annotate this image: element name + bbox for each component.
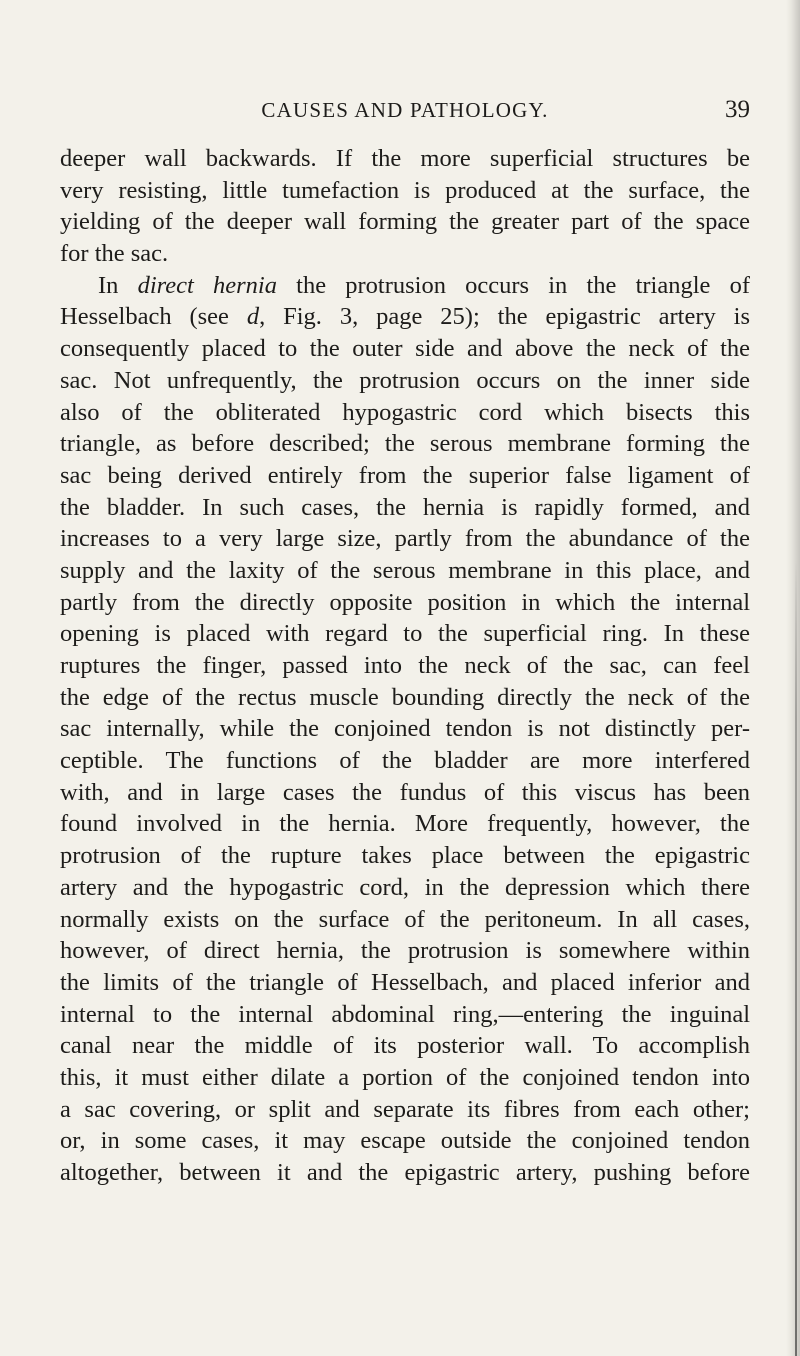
text-line: protrusion of the rupture takes place between the epigastric [60, 842, 750, 870]
text-line: consequently placed to the outer side and above the neck of the [60, 335, 750, 363]
text-line: ceptible. The functions of the bladder are more interfered [60, 747, 750, 775]
page-binding-edge [795, 560, 797, 1356]
running-head [60, 92, 750, 128]
text-line: supply and the laxity of the serous membrane in this place, and [60, 556, 750, 584]
text-line: sac internally, while the conjoined tendon is not distinctly per- [60, 715, 750, 743]
text-line: deeper wall backwards. If the more superficial structures be [60, 145, 750, 172]
text-line: triangle, as before described; the serous membrane forming the [60, 430, 750, 458]
italic-term-direct-hernia: direct hernia [137, 271, 277, 299]
text-line: partly from the directly opposite position in which the internal [60, 588, 750, 616]
text-line: found involved in the hernia. More frequently, however, the [60, 810, 750, 838]
text-line: altogether, between it and the epigastric artery, pushing before [60, 1159, 750, 1186]
text-line: artery and the hypogastric cord, in the depression which there [60, 873, 750, 901]
text-line [60, 270, 750, 302]
body-text [60, 143, 750, 1189]
text-line: the limits of the triangle of Hesselbach, and placed inferior and [60, 968, 750, 996]
text-line: normally exists on the surface of the peritoneum. In all cases, [60, 905, 750, 933]
paragraph-lead: In [98, 271, 119, 299]
text-line: the edge of the rectus muscle bounding directly the neck of the [60, 683, 750, 711]
running-title: CAUSES AND PATHOLOGY. [261, 98, 549, 122]
text-line: a sac covering, or split and separate its fibres from each other; [60, 1095, 750, 1123]
text-line: increases to a very large size, partly from the abundance of the [60, 525, 750, 553]
text-line: with, and in large cases the fundus of this viscus has been [60, 778, 750, 806]
text-line: the bladder. In such cases, the hernia is rapidly formed, and [60, 493, 750, 521]
text-line: sac. Not unfrequently, the protrusion occurs on the inner side [60, 366, 750, 394]
text-line: this, it must either dilate a portion of the conjoined tendon into [60, 1063, 750, 1091]
text-line: or, in some cases, it may escape outside the conjoined tendon [60, 1127, 750, 1155]
text-line: very resisting, little tumefaction is produced at the surface, the [60, 176, 750, 204]
text-line: internal to the internal abdominal ring,—entering the inguinal [60, 1000, 750, 1028]
text-line: for the sac. [60, 240, 169, 268]
text-line: also of the obliterated hypogastric cord which bisects this [60, 398, 750, 426]
text-line: opening is placed with regard to the superficial ring. In these [60, 620, 750, 648]
text-line: yielding of the deeper wall forming the greater part of the space [60, 208, 750, 236]
text-line: canal near the middle of its posterior wall. To accomplish [60, 1032, 750, 1060]
text-line: sac being derived entirely from the superior false ligament of [60, 461, 750, 489]
text-line: ruptures the finger, passed into the neck of the sac, can feel [60, 652, 750, 679]
text-line [60, 301, 750, 333]
text-line-remainder: the protrusion occurs in the triangle of [296, 271, 750, 299]
page-number: 39 [725, 96, 750, 123]
text-line-remainder: , Fig. 3, page 25); the epigastric artery is [259, 303, 750, 331]
page-edge-shadow [786, 0, 800, 1356]
text-line-start: Hesselbach (see [60, 303, 229, 331]
text-line: however, of direct hernia, the protrusion is somewhere within [60, 937, 750, 965]
italic-figure-letter: d [246, 303, 260, 331]
